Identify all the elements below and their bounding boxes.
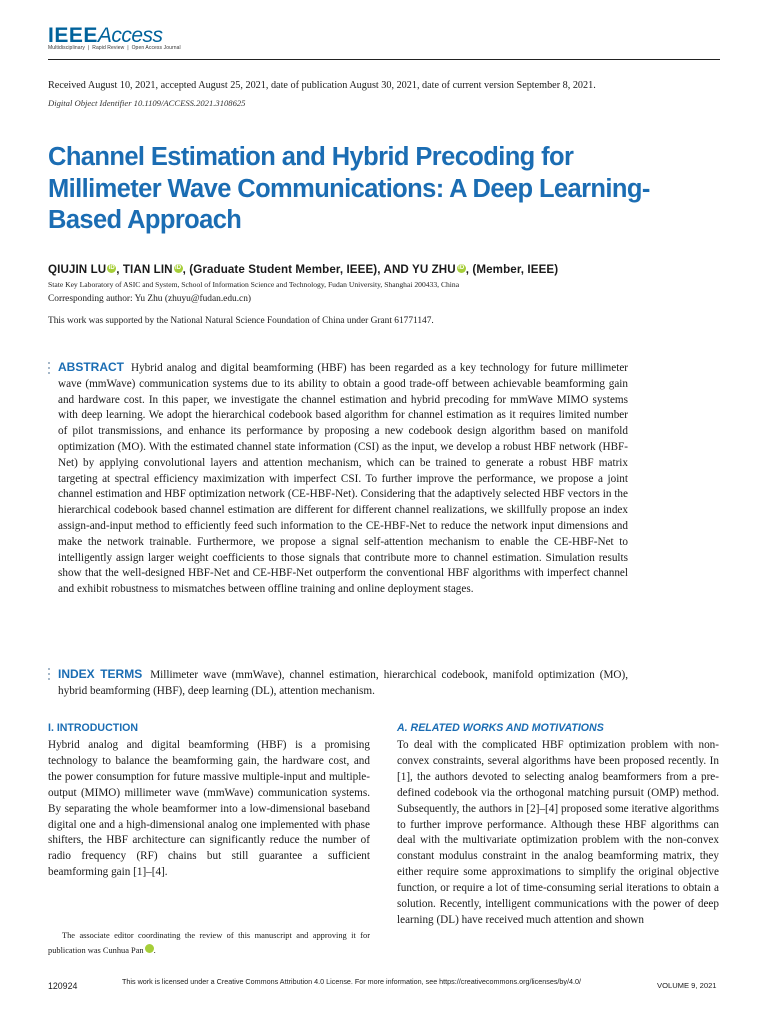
header-divider [48, 59, 720, 60]
paper-title: Channel Estimation and Hybrid Precoding for Millimeter Wave Communications: A Deep Learning-Based Approach [48, 143, 650, 234]
license-note: This work is licensed under a Creative Commons Attribution 4.0 License. For more information, see https://creativecommons.org/licenses/by/4.0/ [122, 977, 582, 986]
editor-footnote [48, 929, 370, 958]
abstract-text: Hybrid analog and digital beamforming (HBF) has been regarded as a key technology for future millimeter wave (mmWave) communication systems due to its ability to obtain a good trade-off between achievable beamforming gain and hardware cost. In this paper, we investigate the channel estimation and hybrid precoding for mmWave MIMO systems with deep learning. We adopt the hierarchical codebook based algorithm for channel estimation as it requires limited number of pilot transmissions, and enhance its performance by proposing a new codebook design algorithm based on manifold optimization (MO). With the estimated channel state information (CSI) as the input, we develop a robust HBF network (HBF-Net) by applying convolutional layers and attention mechanism, which can be trained to generate a robust HBF matrix targeting at spectral efficiency maximization with imperfect CSI. To further improve the performance, we propose a joint channel estimation and HBF optimization network (CE-HBF-Net). Considering that the adaptively selected HBF vectors in the hierarchical codebook based channel estimation are different for different channel realizations, we skillfully propose an index assign-and-input method to efficiently feed such information to the CE-HBF-Net to reduce the network input dimensions and make the network trainable. Furthermore, we propose a signal self-attention mechanism to enable the CE-HBF-Net to intelligently assign larger weight coefficients to those signals that contribute more to channel estimation. Simulation results show that the well-designed HBF-Net and CE-HBF-Net outperform the conventional HBF algorithms with imperfect channel and exhibit robustness to mismatches between offline training and online deployment stages. [58, 362, 629, 596]
index-terms-text: Millimeter wave (mmWave), channel estimation, hierarchical codebook, manifold optimization (MO), hybrid beamforming (HBF), deep learning (DL), attention mechanism. [58, 669, 628, 697]
right-column [397, 722, 719, 929]
orcid-icon[interactable]: iD [458, 265, 465, 271]
author-name: , (Graduate Student Member, IEEE), AND YU ZHU [182, 263, 456, 276]
affiliation: State Key Laboratory of ASIC and System, School of Information Science and Technology, Fudan University, Shanghai 200433, China [48, 280, 460, 289]
author-list [48, 263, 558, 276]
volume-label: VOLUME 9, 2021 [657, 981, 717, 990]
index-terms [58, 667, 628, 700]
dots-icon [48, 362, 51, 377]
section-text: Hybrid analog and digital beamforming (HBF) is a promising technology to balance the beamforming gain, the hardware cost, and the power consumption for future massive multiple-input and multiple-output (MIMO) millimeter wave (mmWave) communication systems. By separating the whole beamformer into a low-dimensional baseband digital one and a high-dimensional analog one implemented with phase shifters, the HBF architecture can significantly reduce the number of radio frequency (RF) chains but still guarantee a sufficient beamforming gain [1]–[4]. [48, 739, 370, 879]
author-role: , (Member, IEEE) [465, 263, 559, 276]
publication-history: Received August 10, 2021, accepted August 25, 2021, date of publication August 30, 2021, date of current version September 8, 2021. [48, 80, 596, 91]
doi-line: Digital Object Identifier 10.1109/ACCESS.2021.3108625 [48, 98, 246, 108]
index-terms-label: INDEX TERMS [58, 667, 143, 681]
orcid-icon[interactable]: iD [145, 944, 154, 953]
logo-tagline: Multidisciplinary ❘ Rapid Review ❘ Open Access Journal [48, 45, 181, 51]
funding-note: This work was supported by the National Natural Science Foundation of China under Grant 61771147. [48, 316, 434, 326]
subsection-heading: A. RELATED WORKS AND MOTIVATIONS [397, 722, 604, 734]
dots-icon [48, 668, 51, 683]
abstract-label: ABSTRACT [58, 360, 124, 374]
section-heading: I. INTRODUCTION [48, 722, 139, 734]
author-name: QIUJIN LU [48, 263, 107, 276]
editor-footnote-end: . [153, 945, 156, 955]
abstract [58, 360, 628, 598]
left-column [48, 722, 370, 881]
corresponding-author: Corresponding author: Yu Zhu (zhuyu@fudan.edu.cn) [48, 294, 252, 304]
page-number: 120924 [48, 981, 78, 991]
logo-access: Access [97, 24, 163, 47]
orcid-icon[interactable]: iD [175, 265, 182, 271]
logo-ieee: IEEE [48, 24, 98, 47]
editor-footnote-text: The associate editor coordinating the review of this manuscript and approving it for publication was Cunhua Pan [48, 931, 370, 955]
section-text: To deal with the complicated HBF optimization problem with non-convex constraints, several algorithms have been proposed recently. In [1], the authors devoted to selecting analog beamformers from a pre-defined codebook via the orthogonal matching pursuit (OMP) method. Subsequently, the authors in [2]–[4] proposed some iterative algorithms to further improve performance. Although these HBF algorithms can deal with the multivariate optimization problem with the non-convex constant modulus constraint in the analog beamforming matrix, they either require some approximations to simplify the original objective function, or require a lot of time-consuming serial iterations to obtain a solution. Recently, intelligent communications with the power of deep learning (DL) have received much attention and shown [397, 739, 719, 926]
orcid-icon[interactable]: iD [108, 265, 115, 271]
author-name: , TIAN LIN [116, 263, 173, 276]
